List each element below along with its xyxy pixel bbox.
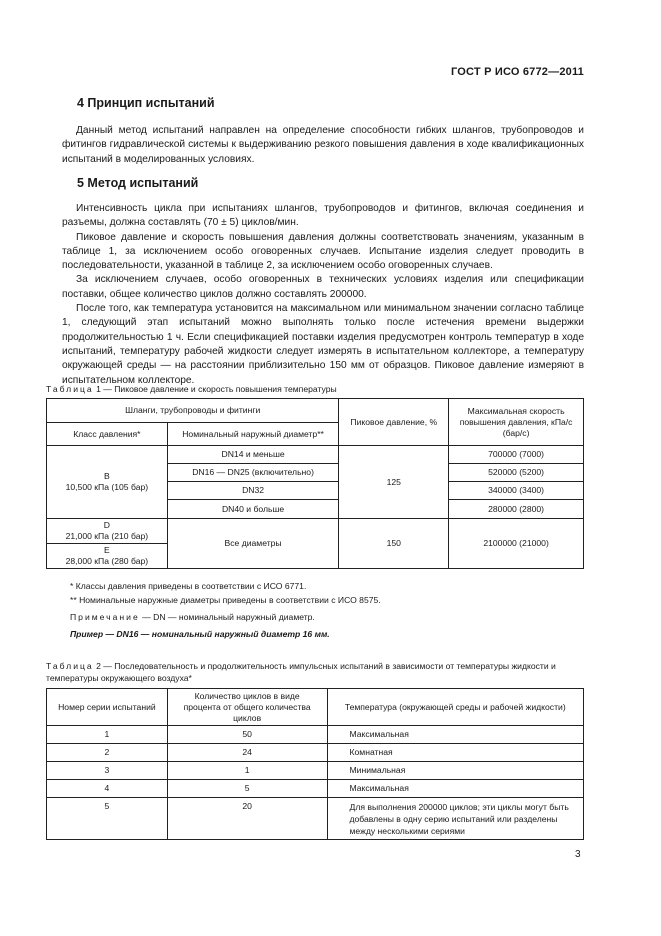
table-header: Пиковое давление, % <box>339 399 449 446</box>
paragraph: Пиковое давление и скорость повышения давления должны соответствовать значениям, указанным в таблице 1, за исключением особо оговоренных случаев. Испытание изделия следует проводить в последовательности, указанной в таблице 2, за исключением особо оговоренных случаев. <box>62 231 584 272</box>
table-cell: 20 <box>167 798 327 840</box>
table-cell: 24 <box>167 744 327 762</box>
table-cell: 50 <box>167 726 327 744</box>
page-number: 3 <box>575 849 581 860</box>
footnote: ** Номинальные наружные диаметры приведены в соответствии с ИСО 8575. <box>70 595 381 605</box>
section-5-body <box>62 202 584 388</box>
table-cell: 2 <box>47 744 168 762</box>
class-name: D <box>103 520 110 530</box>
table-2 <box>46 688 584 840</box>
table-cell: 520000 (5200) <box>449 464 584 482</box>
note <box>70 610 381 624</box>
table-header: Номинальный наружный диаметр** <box>167 423 339 446</box>
section-4-title: 4 Принцип испытаний <box>77 96 215 110</box>
table-cell: 4 <box>47 780 168 798</box>
table-header: Количество циклов в виде процента от общего количества циклов <box>167 689 327 726</box>
table-cell: DN14 и меньше <box>167 446 339 464</box>
paragraph: После того, как температура установится на максимальном или минимальном значении согласно таблице 1, следующий этап испытаний можно выполнять только после истечения времени выдержки продолжительностью 1 ч. Если спецификацией поставки изделия предусмотрен контроль температур в ходе испытаний, температуру рабочей жидкости следует измерять в испытательном коллекторе, а температуру окружающей среды — на расстоянии приблизительно 150 мм от образцов. Пиковое давление измеряют в испытательном коллекторе. <box>62 303 584 386</box>
caption-label: Таблица <box>46 661 94 671</box>
table-cell: 280000 (2800) <box>449 500 584 519</box>
class-name: B <box>104 471 110 481</box>
pressure-class-d <box>47 519 168 544</box>
class-value: 21,000 кПа (210 бар) <box>65 531 149 541</box>
table-cell: 340000 (3400) <box>449 482 584 500</box>
section-5-title: 5 Метод испытаний <box>77 176 199 190</box>
table-cell: DN32 <box>167 482 339 500</box>
note-label: Примечание <box>70 612 140 622</box>
table-header: Температура (окружающей среды и рабочей жидкости) <box>327 689 584 726</box>
table-header: Номер серии испытаний <box>47 689 168 726</box>
paragraph: За исключением случаев, особо оговоренных в технических условиях изделия или спецификации поставки, общее количество циклов должно составлять 200000. <box>62 274 584 300</box>
section-4-body <box>62 124 584 167</box>
table-2-caption <box>46 660 584 684</box>
caption-label: Таблица <box>46 384 94 394</box>
table-cell: 2100000 (21000) <box>449 519 584 569</box>
table-cell: 1 <box>47 726 168 744</box>
table-header: Класс давления* <box>47 423 168 446</box>
table-cell: 125 <box>339 446 449 519</box>
table-cell: Комнатная <box>327 744 584 762</box>
table-cell: 5 <box>47 798 168 840</box>
caption-text: 1 — Пиковое давление и скорость повышения температуры <box>93 384 337 394</box>
class-value: 10,500 кПа (105 бар) <box>65 482 149 492</box>
class-value: 28,000 кПа (280 бар) <box>65 556 149 566</box>
footnote: * Классы давления приведены в соответствии с ИСО 6771. <box>70 581 307 591</box>
class-name: E <box>104 545 110 555</box>
table-1-notes <box>70 579 381 641</box>
example: Пример — DN16 — номинальный наружный диаметр 16 мм. <box>70 629 330 639</box>
caption-text: 2 — Последовательность и продолжительность импульсных испытаний в зависимости от температуры жидкости и температуры окружающего воздуха* <box>46 661 556 683</box>
document-id: ГОСТ Р ИСО 6772—2011 <box>450 66 584 78</box>
table-cell: 1 <box>167 762 327 780</box>
table-cell: Максимальная <box>327 780 584 798</box>
pressure-class-b <box>47 446 168 519</box>
table-1 <box>46 398 584 569</box>
table-cell: 5 <box>167 780 327 798</box>
table-cell: Все диаметры <box>167 519 339 569</box>
pressure-class-e <box>47 544 168 569</box>
table-cell: Максимальная <box>327 726 584 744</box>
paragraph: Данный метод испытаний направлен на определение способности гибких шлангов, трубопроводов и фитингов гидравлической системы к выдерживанию резкого повышения давления в ходе квалификационных испытаний в моделированных условиях. <box>62 125 584 165</box>
table-cell: 3 <box>47 762 168 780</box>
table-cell: DN40 и больше <box>167 500 339 519</box>
table-1-caption <box>46 383 337 395</box>
table-cell: 700000 (7000) <box>449 446 584 464</box>
table-header: Шланги, трубопроводы и фитинги <box>47 399 339 423</box>
table-cell: Минимальная <box>327 762 584 780</box>
table-cell: DN16 — DN25 (включительно) <box>167 464 339 482</box>
paragraph: Интенсивность цикла при испытаниях шлангов, трубопроводов и фитингов, включая соединения и разъемы, должна составлять (70 ± 5) циклов/мин. <box>62 203 584 229</box>
table-cell: Для выполнения 200000 циклов; эти циклы могут быть добавлены в одну серию испытаний или разделены между несколькими сериями <box>327 798 584 840</box>
note-text: — DN — номинальный наружный диаметр. <box>139 612 315 622</box>
table-header: Максимальная скорость повышения давления, кПа/с (бар/с) <box>449 399 584 446</box>
table-cell: 150 <box>339 519 449 569</box>
